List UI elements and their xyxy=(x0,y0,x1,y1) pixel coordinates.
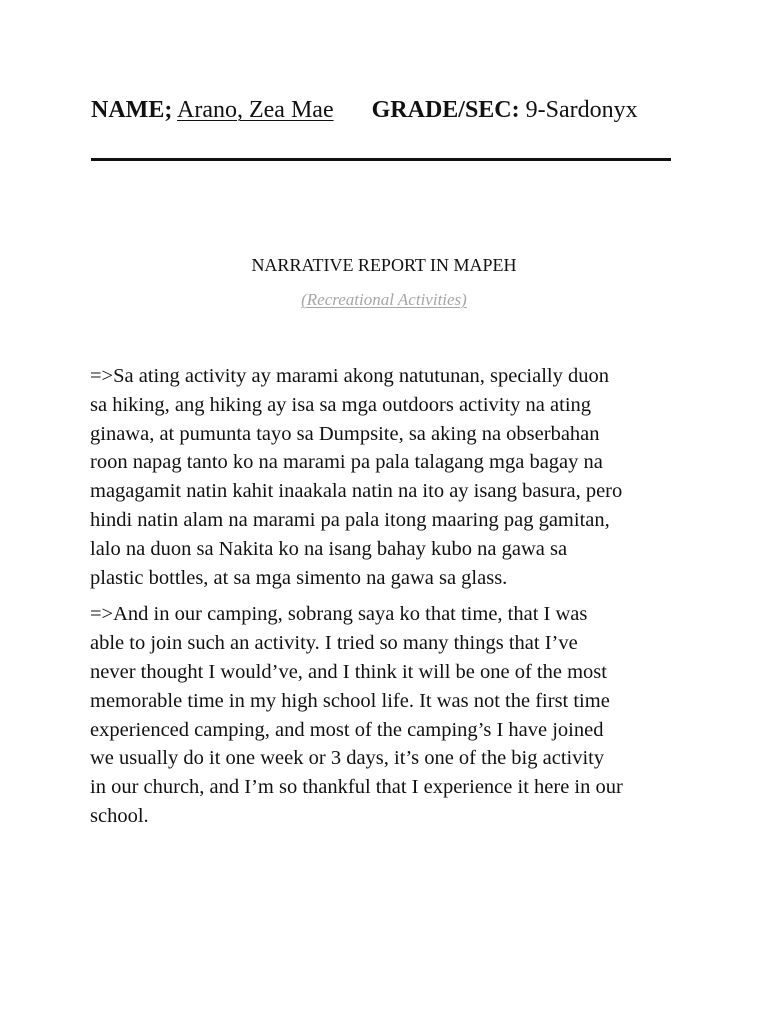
paragraph-line: experienced camping, and most of the camping’s I have joined xyxy=(90,718,604,741)
document-subtitle: (Recreational Activities) xyxy=(301,290,467,309)
paragraph-line: never thought I would’ve, and I think it will be one of the most xyxy=(90,660,607,683)
student-name: Arano, Zea Mae xyxy=(177,97,334,123)
header-divider xyxy=(91,158,671,161)
paragraph-line: sa hiking, ang hiking ay isa sa mga outdoors activity na ating xyxy=(90,393,592,416)
paragraph-line: lalo na duon sa Nakita ko na isang bahay kubo na gawa sa xyxy=(90,537,568,560)
paragraph-line: school. xyxy=(90,804,149,827)
document-title: NARRATIVE REPORT IN MAPEH xyxy=(251,255,517,275)
paragraph-line: =>And in our camping, sobrang saya ko that time, that I was xyxy=(90,603,588,626)
name-label: NAME; xyxy=(91,97,173,123)
paragraph-line: memorable time in my high school life. It was not the first time xyxy=(90,689,610,712)
paragraph-line: plastic bottles, at sa mga simento na gawa sa glass. xyxy=(90,566,508,589)
report-body xyxy=(90,362,690,831)
paragraph-line: we usually do it one week or 3 days, it’s one of the big activity xyxy=(90,747,605,770)
grade-section-label: GRADE/SEC: xyxy=(371,97,520,123)
grade-section-value: 9-Sardonyx xyxy=(525,97,638,123)
paragraph-line: hindi natin alam na marami pa pala itong maaring pag gamitan, xyxy=(90,508,610,531)
paragraph-line: =>Sa ating activity ay marami akong natutunan, specially duon xyxy=(90,365,609,387)
paragraph-line: in our church, and I’m so thankful that I experience it here in our xyxy=(90,776,623,799)
paragraph-line: magagamit natin kahit inaakala natin na ito ay isang basura, pero xyxy=(90,480,623,503)
paragraph-line: roon napag tanto ko na marami pa pala talagang mga bagay na xyxy=(90,451,603,474)
student-info-header xyxy=(91,94,638,126)
paragraph-hiking xyxy=(90,362,690,592)
paragraph-camping xyxy=(90,600,690,830)
paragraph-line: able to join such an activity. I tried so many things that I’ve xyxy=(90,632,578,655)
paragraph-line: ginawa, at pumunta tayo sa Dumpsite, sa aking na obserbahan xyxy=(90,422,600,445)
